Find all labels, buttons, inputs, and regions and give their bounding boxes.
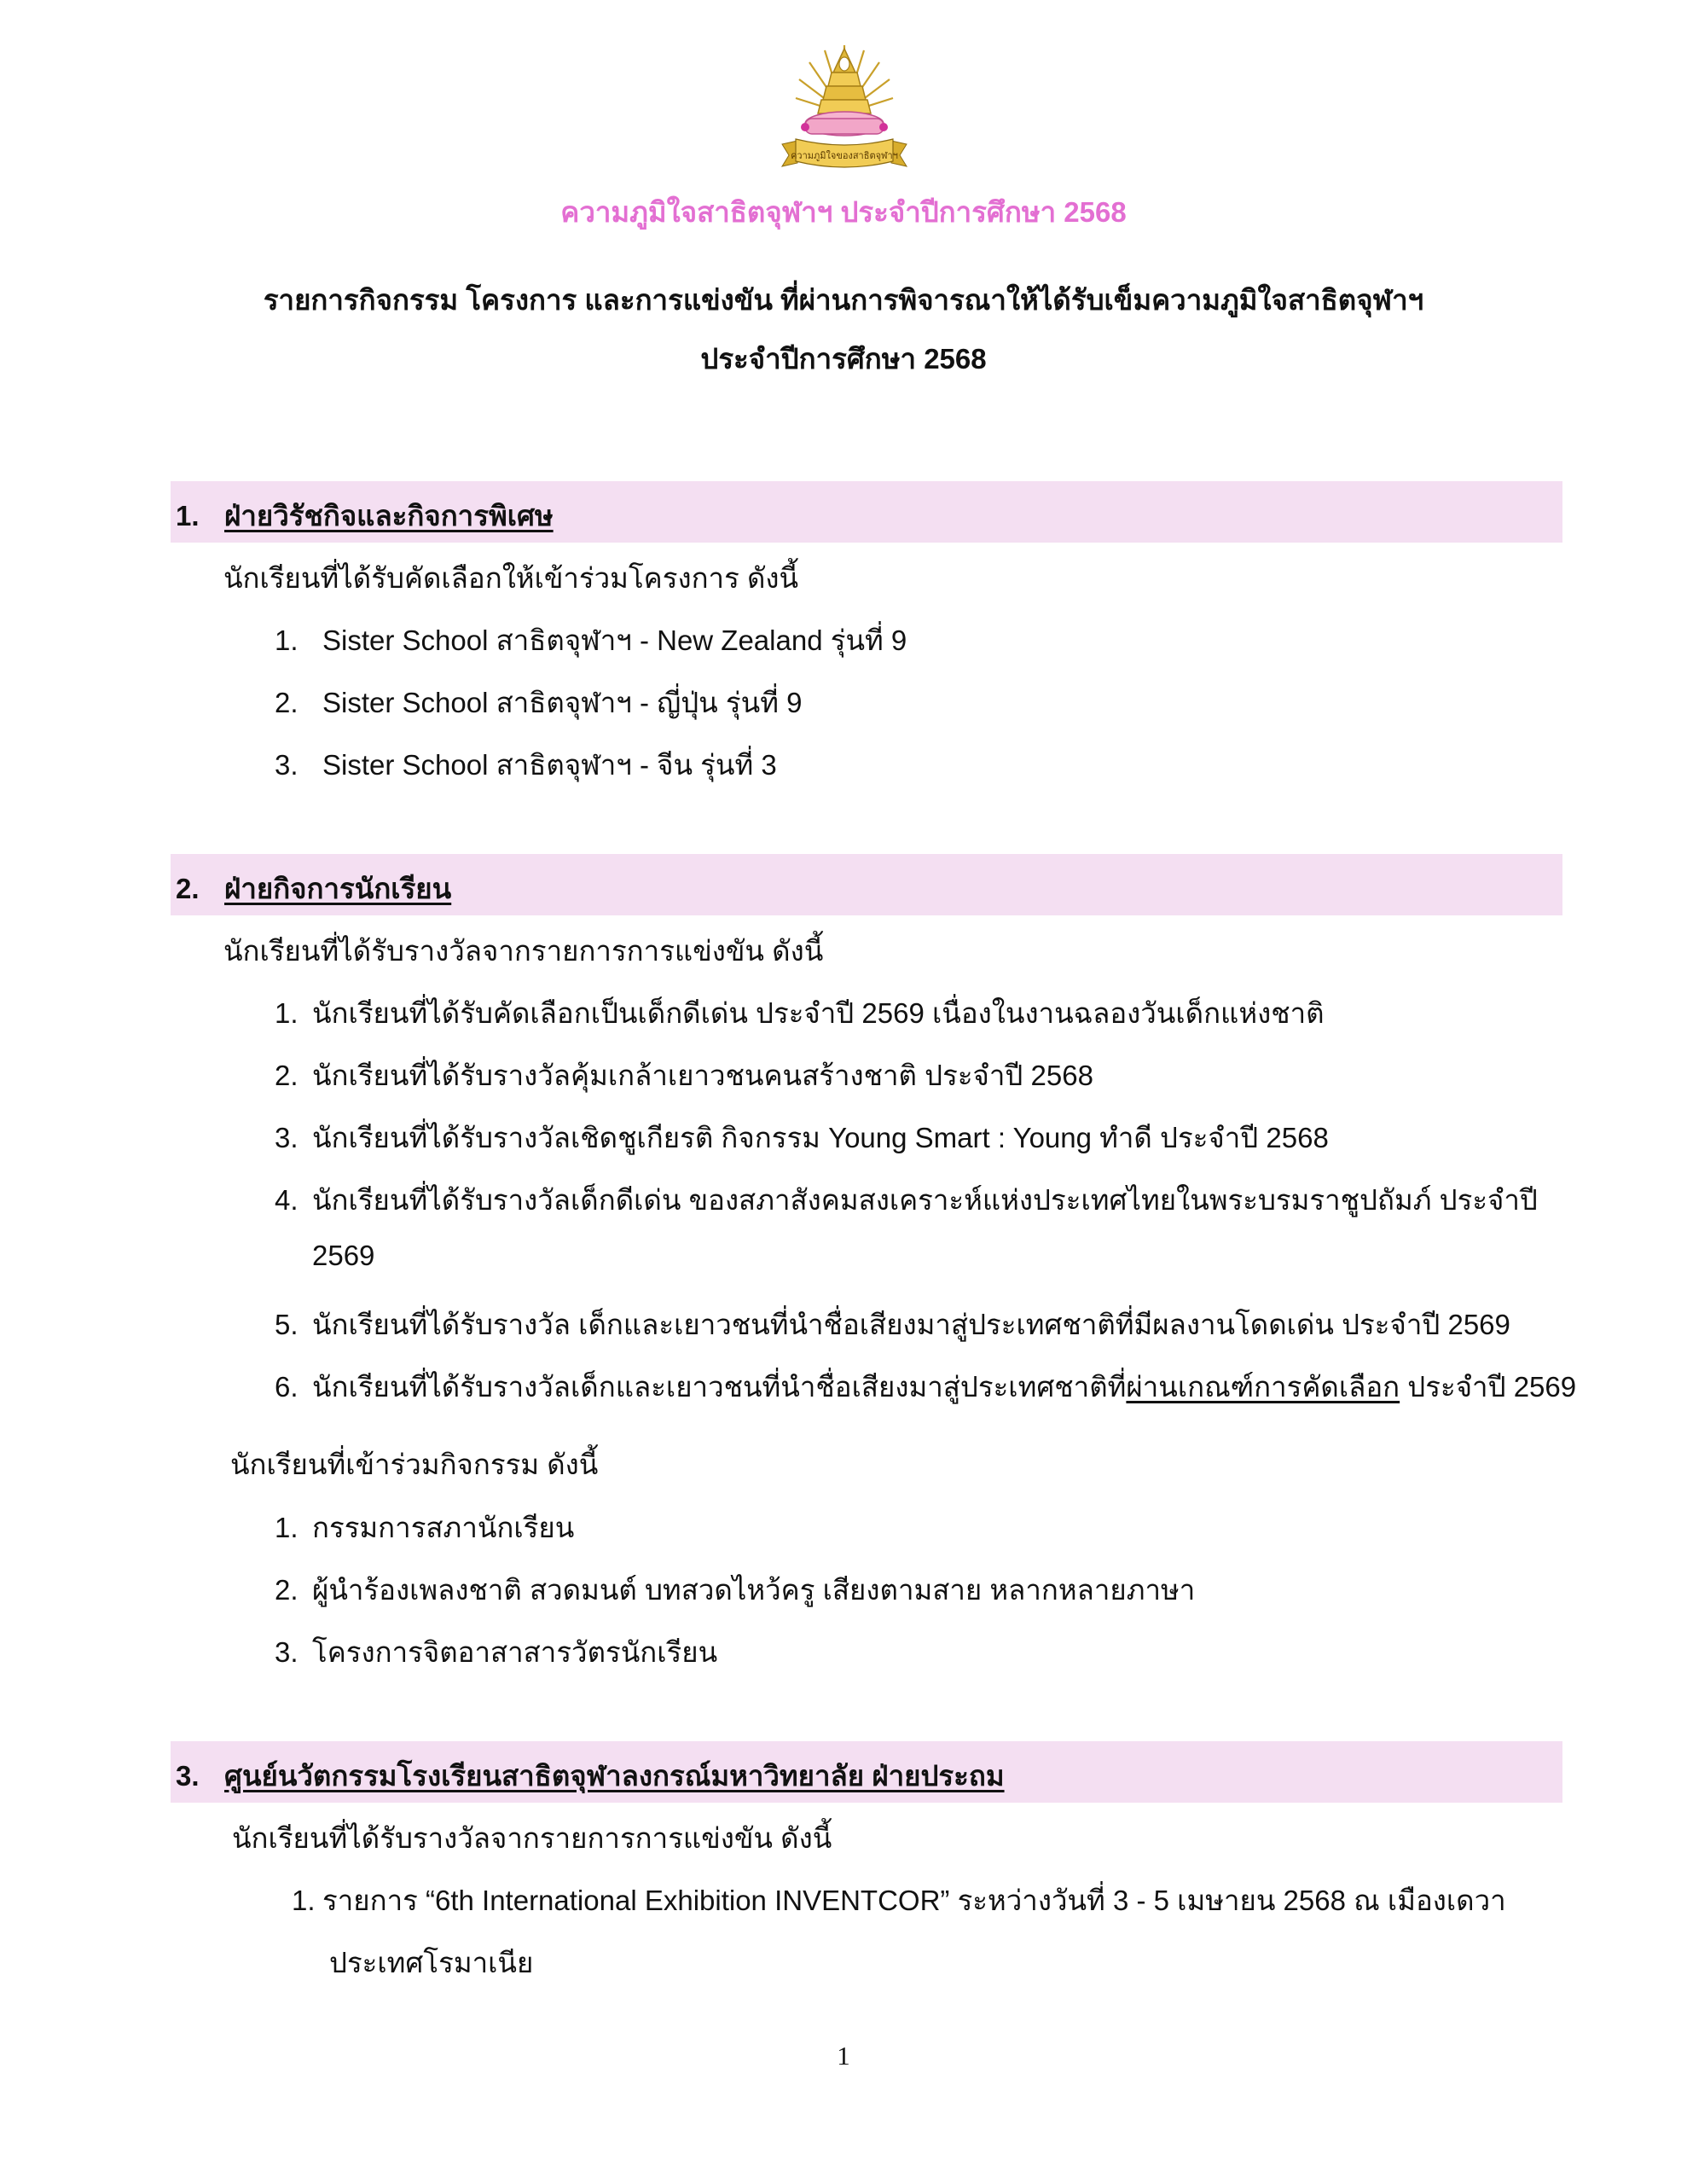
section-number: 2. bbox=[176, 873, 200, 904]
list-item: 6. นักเรียนที่ได้รับรางวัลเด็กและเยาวชนที่นำชื่อเสียงมาสู่ประเทศชาติที่ผ่านเกณฑ์การคัดเลือก ประจำปี 2569 bbox=[275, 1371, 1577, 1403]
document-title-line-2: ประจำปีการศึกษา 2568 bbox=[700, 343, 987, 375]
top-heading: ความภูมิใจสาธิตจุฬาฯ ประจำปีการศึกษา 2568 bbox=[560, 196, 1127, 228]
group-intro: นักเรียนที่ได้รับรางวัลจากรายการการแข่งขัน ดังนี้ bbox=[232, 1822, 832, 1854]
page-number: 1 bbox=[837, 2041, 850, 2071]
section-number: 3. bbox=[176, 1760, 200, 1792]
list-item-continuation: ประเทศโรมาเนีย bbox=[329, 1947, 534, 1978]
section-title bbox=[176, 1753, 1005, 1798]
list-item-continuation: 2569 bbox=[312, 1240, 375, 1271]
list-item: 4. นักเรียนที่ได้รับรางวัลเด็กดีเด่น ของสภาสังคมสงเคราะห์แห่งประเทศไทยในพระบรมราชูปถัมภ์ ประจำปี bbox=[275, 1184, 1538, 1216]
list-item: 1. นักเรียนที่ได้รับคัดเลือกเป็นเด็กดีเด่น ประจำปี 2569 เนื่องในงานฉลองวันเด็กแห่งชาติ bbox=[275, 997, 1325, 1029]
list-item: 2. นักเรียนที่ได้รับรางวัลคุ้มเกล้าเยาวชนคนสร้างชาติ ประจำปี 2568 bbox=[275, 1060, 1093, 1091]
group-intro: นักเรียนที่เข้าร่วมกิจกรรม ดังนี้ bbox=[230, 1449, 599, 1480]
group-intro: นักเรียนที่ได้รับรางวัลจากรายการการแข่งขัน ดังนี้ bbox=[223, 935, 824, 967]
list-item: 1. รายการ “6th International Exhibition INVENTCOR” ระหว่างวันที่ 3 - 5 เมษายน 2568 ณ เมืองเดวา bbox=[292, 1885, 1506, 1916]
group-intro: นักเรียนที่ได้รับคัดเลือกให้เข้าร่วมโครงการ ดังนี้ bbox=[223, 562, 799, 594]
section-title-text: ฝ่ายวิรัชกิจและกิจการพิเศษ bbox=[224, 500, 554, 531]
list-item: 3. Sister School สาธิตจุฬาฯ - จีน รุ่นที่ 3 bbox=[275, 749, 777, 781]
list-item: 3. โครงการจิตอาสาสารวัตรนักเรียน bbox=[275, 1636, 718, 1668]
section-number: 1. bbox=[176, 500, 200, 531]
section-title bbox=[176, 493, 554, 538]
list-item: 2. Sister School สาธิตจุฬาฯ - ญี่ปุ่น รุ่นที่ 9 bbox=[275, 687, 803, 718]
list-item: 3. นักเรียนที่ได้รับรางวัลเชิดชูเกียรติ กิจกรรม Young Smart : Young ทำดี ประจำปี 2568 bbox=[275, 1122, 1329, 1153]
section-title-text: ศูนย์นวัตกรรมโรงเรียนสาธิตจุฬาลงกรณ์มหาวิทยาลัย ฝ่ายประถม bbox=[224, 1760, 1005, 1792]
document-title-line-1: รายการกิจกรรม โครงการ และการแข่งขัน ที่ผ่านการพิจารณาให้ได้รับเข็มความภูมิใจสาธิตจุฬาฯ bbox=[263, 284, 1424, 316]
section-title-text: ฝ่ายกิจการนักเรียน bbox=[224, 873, 452, 904]
list-item: 1. Sister School สาธิตจุฬาฯ - New Zealand รุ่นที่ 9 bbox=[275, 624, 907, 656]
section-title bbox=[176, 866, 451, 911]
list-item: 1. กรรมการสภานักเรียน bbox=[275, 1512, 575, 1543]
list-item: 2. ผู้นำร้องเพลงชาติ สวดมนต์ บทสวดไหว้ครู เสียงตามสาย หลากหลายภาษา bbox=[275, 1574, 1196, 1606]
svg-text:ความภูมิใจของสาธิตจุฬาฯ: ความภูมิใจของสาธิตจุฬาฯ bbox=[791, 150, 898, 161]
list-item: 5. นักเรียนที่ได้รับรางวัล เด็กและเยาวชนที่นำชื่อเสียงมาสู่ประเทศชาติที่มีผลงานโดดเด่น ประจำปี 2569 bbox=[275, 1309, 1510, 1340]
chula-demonstration-school-emblem-icon bbox=[772, 38, 917, 179]
underlined-phrase: ผ่านเกณฑ์การคัดเลือก bbox=[1126, 1371, 1400, 1403]
